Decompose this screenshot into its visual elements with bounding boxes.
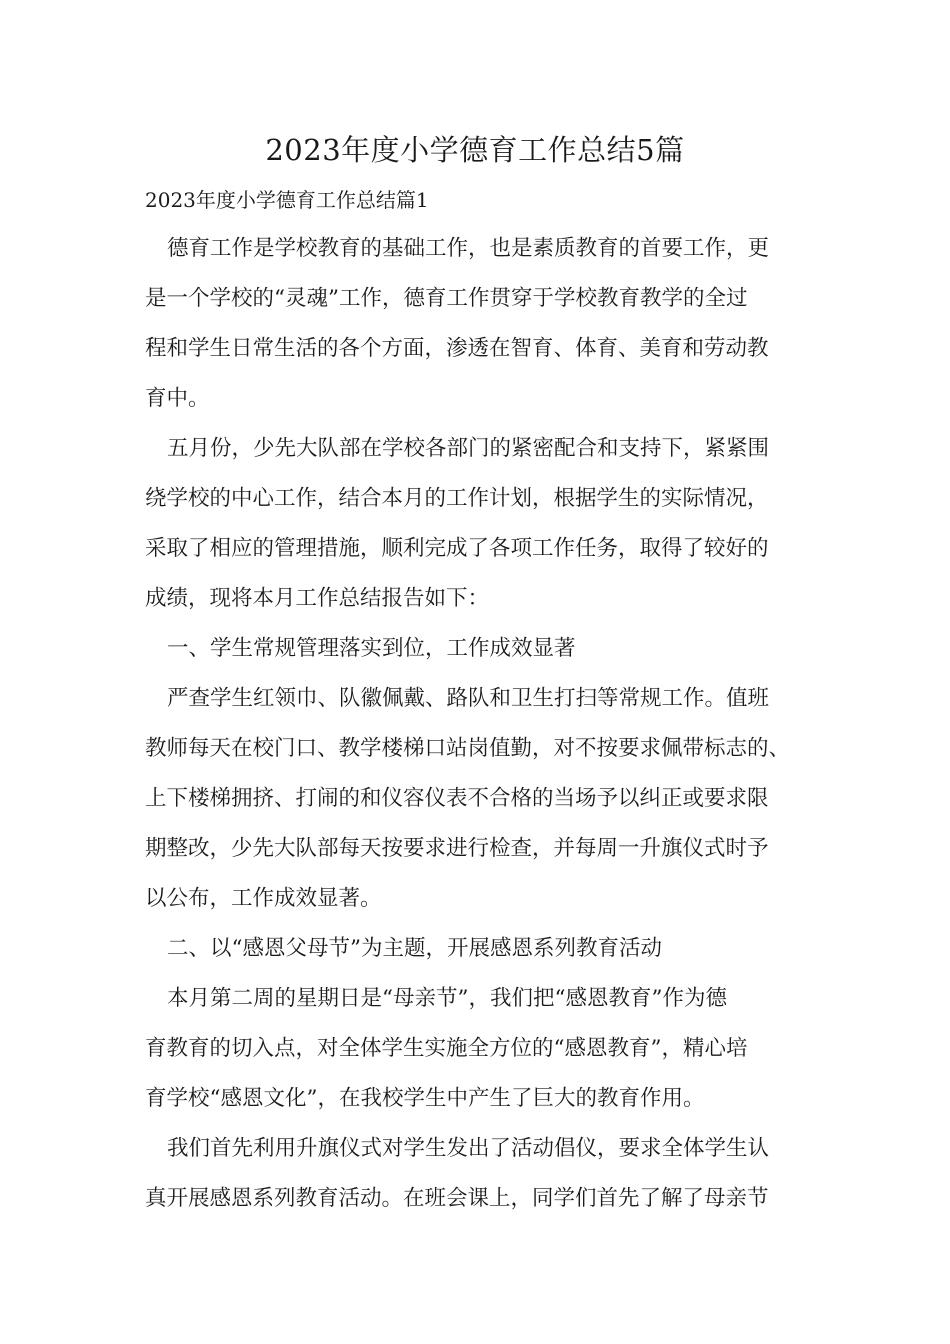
text-line: 绕学校的中心工作，结合本月的工作计划，根据学生的实际情况， [145,486,769,511]
text-line: 五月份，少先大队部在学校各部门的紧密配合和支持下，紧紧围 [167,436,770,461]
text-line: 成绩，现将本月工作总结报告如下： [145,586,490,611]
paragraph-may-summary [145,424,835,624]
text-line: 真开展感恩系列教育活动。在班会课上，同学们首先了解了母亲节 [145,1186,769,1211]
text-line: 是一个学校的“灵魂”工作，德育工作贯穿于学校教育教学的全过 [145,286,748,311]
paragraph-intro [145,224,835,424]
text-line: 期整改，少先大队部每天按要求进行检查，并每周一升旗仪式时予 [145,836,769,861]
text-line: 育教育的切入点，对全体学生实施全方位的“感恩教育”，精心培 [145,1036,748,1061]
section-subtitle: 2023年度小学德育工作总结篇1 [145,188,429,212]
section-heading-1 [145,624,835,674]
text-line: 严查学生红领巾、队徽佩戴、路队和卫生打扫等常规工作。值班 [167,686,770,711]
text-line: 教师每天在校门口、教学楼梯口站岗值勤，对不按要求佩带标志的、 [145,736,791,761]
paragraph-mothers-day [145,974,835,1124]
heading-text: 二、以“感恩父母节”为主题，开展感恩系列教育活动 [167,936,662,961]
paragraph-flag-ceremony [145,1124,835,1224]
text-line: 育学校“感恩文化”，在我校学生中产生了巨大的教育作用。 [145,1086,705,1111]
text-line: 上下楼梯拥挤、打闹的和仪容仪表不合格的当场予以纠正或要求限 [145,786,769,811]
text-line: 德育工作是学校教育的基础工作，也是素质教育的首要工作，更 [167,236,770,261]
section-heading-2 [145,924,835,974]
text-line: 本月第二周的星期日是“母亲节”，我们把“感恩教育”作为德 [167,986,727,1011]
heading-text: 一、学生常规管理落实到位，工作成效显著 [167,636,576,661]
text-line: 采取了相应的管理措施，顺利完成了各项工作任务，取得了较好的 [145,536,769,561]
text-line: 以公布，工作成效显著。 [145,886,382,911]
document-title: 2023年度小学德育工作总结5篇 [265,133,685,167]
text-line: 育中。 [145,386,210,411]
paragraph-routine-management [145,674,835,924]
text-line: 程和学生日常生活的各个方面，渗透在智育、体育、美育和劳动教 [145,336,769,361]
text-line: 我们首先利用升旗仪式对学生发出了活动倡仪，要求全体学生认 [167,1136,770,1161]
